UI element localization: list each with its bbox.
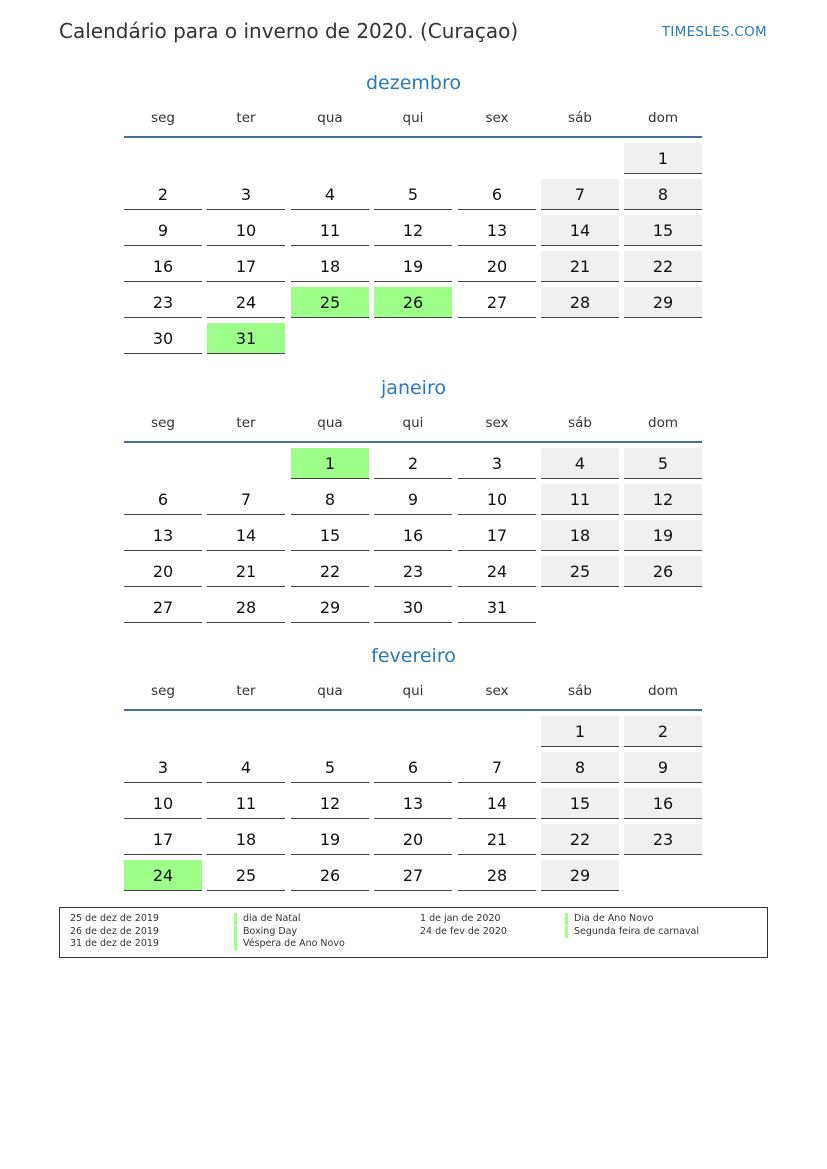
day-cell: 11: [207, 788, 285, 819]
month-title: dezembro: [366, 72, 461, 94]
day-cell: 29: [541, 860, 619, 891]
weekday-header: sáb: [568, 683, 592, 699]
day-cell: 2: [124, 179, 202, 210]
day-cell: 5: [374, 179, 452, 210]
day-cell: 9: [624, 752, 702, 783]
day-cell: 4: [541, 448, 619, 479]
day-cell: 5: [624, 448, 702, 479]
day-cell: 21: [207, 556, 285, 587]
day-cell: 27: [458, 287, 536, 318]
header-rule: [124, 136, 702, 138]
day-cell: 18: [541, 520, 619, 551]
day-cell: 29: [291, 592, 369, 623]
day-cell: 17: [458, 520, 536, 551]
day-cell: 23: [124, 287, 202, 318]
day-cell: 13: [458, 215, 536, 246]
day-cell: 26: [291, 860, 369, 891]
day-cell: 24: [124, 860, 202, 891]
day-cell: 12: [624, 484, 702, 515]
legend-date: 25 de dez de 2019: [70, 913, 159, 924]
weekday-header: seg: [151, 110, 175, 126]
day-cell: 3: [458, 448, 536, 479]
day-cell: 21: [541, 251, 619, 282]
weekday-header: qua: [317, 110, 343, 126]
day-cell: 20: [374, 824, 452, 855]
day-cell: 16: [124, 251, 202, 282]
day-cell: 14: [541, 215, 619, 246]
day-cell: 28: [541, 287, 619, 318]
day-cell: 21: [458, 824, 536, 855]
holiday-legend: [59, 907, 768, 958]
weekday-header: seg: [151, 683, 175, 699]
month-title: janeiro: [381, 377, 446, 399]
day-cell: 16: [624, 788, 702, 819]
header-rule: [124, 441, 702, 443]
day-cell: 25: [207, 860, 285, 891]
day-cell: 12: [374, 215, 452, 246]
day-cell: 7: [458, 752, 536, 783]
legend-holiday-name: Segunda feira de carnaval: [565, 926, 699, 938]
day-cell: 2: [374, 448, 452, 479]
weekday-header: qui: [402, 683, 424, 699]
month-title: fevereiro: [371, 645, 456, 667]
day-cell: 10: [124, 788, 202, 819]
day-cell: 19: [374, 251, 452, 282]
day-cell: 22: [291, 556, 369, 587]
day-cell: 6: [124, 484, 202, 515]
day-cell: 20: [124, 556, 202, 587]
weekday-header: qua: [317, 415, 343, 431]
day-cell: 19: [624, 520, 702, 551]
day-cell: 24: [458, 556, 536, 587]
weekday-header: dom: [648, 683, 678, 699]
day-cell: 1: [624, 143, 702, 174]
day-cell: 12: [291, 788, 369, 819]
day-cell: 6: [374, 752, 452, 783]
legend-holiday-name: Boxing Day: [234, 926, 297, 938]
day-cell: 13: [374, 788, 452, 819]
day-cell: 26: [374, 287, 452, 318]
day-cell: 27: [374, 860, 452, 891]
day-cell: 10: [207, 215, 285, 246]
day-cell: 16: [374, 520, 452, 551]
day-cell: 7: [541, 179, 619, 210]
day-cell: 18: [207, 824, 285, 855]
day-cell: 25: [541, 556, 619, 587]
day-cell: 18: [291, 251, 369, 282]
day-cell: 31: [458, 592, 536, 623]
day-cell: 19: [291, 824, 369, 855]
day-cell: 5: [291, 752, 369, 783]
day-cell: 4: [291, 179, 369, 210]
weekday-header: ter: [236, 110, 256, 126]
day-cell: 4: [207, 752, 285, 783]
day-cell: 24: [207, 287, 285, 318]
day-cell: 2: [624, 716, 702, 747]
day-cell: 25: [291, 287, 369, 318]
weekday-header: ter: [236, 683, 256, 699]
day-cell: 23: [624, 824, 702, 855]
day-cell: 9: [374, 484, 452, 515]
day-cell: 8: [624, 179, 702, 210]
day-cell: 3: [124, 752, 202, 783]
weekday-header: seg: [151, 415, 175, 431]
day-cell: 1: [541, 716, 619, 747]
weekday-header: sex: [485, 683, 509, 699]
day-cell: 31: [207, 323, 285, 354]
day-cell: 8: [541, 752, 619, 783]
legend-date: 31 de dez de 2019: [70, 938, 159, 949]
day-cell: 3: [207, 179, 285, 210]
page-title: Calendário para o inverno de 2020. (Curaçao): [59, 19, 519, 43]
weekday-header: qua: [317, 683, 343, 699]
day-cell: 14: [207, 520, 285, 551]
day-cell: 30: [124, 323, 202, 354]
day-cell: 20: [458, 251, 536, 282]
weekday-header: sex: [485, 110, 509, 126]
day-cell: 7: [207, 484, 285, 515]
day-cell: 23: [374, 556, 452, 587]
day-cell: 10: [458, 484, 536, 515]
legend-date: 26 de dez de 2019: [70, 925, 159, 937]
weekday-header: ter: [236, 415, 256, 431]
day-cell: 28: [207, 592, 285, 623]
day-cell: 26: [624, 556, 702, 587]
day-cell: 11: [541, 484, 619, 515]
day-cell: 6: [458, 179, 536, 210]
day-cell: 15: [624, 215, 702, 246]
day-cell: 13: [124, 520, 202, 551]
day-cell: 11: [291, 215, 369, 246]
day-cell: 22: [541, 824, 619, 855]
weekday-header: sáb: [568, 110, 592, 126]
legend-date: 1 de jan de 2020: [420, 913, 501, 924]
day-cell: 17: [207, 251, 285, 282]
legend-holiday-name: dia de Natal: [234, 913, 301, 925]
day-cell: 30: [374, 592, 452, 623]
day-cell: 22: [624, 251, 702, 282]
legend-date: 24 de fev de 2020: [420, 925, 507, 937]
header-rule: [124, 709, 702, 711]
day-cell: 14: [458, 788, 536, 819]
day-cell: 17: [124, 824, 202, 855]
weekday-header: qui: [402, 110, 424, 126]
weekday-header: dom: [648, 110, 678, 126]
day-cell: 15: [291, 520, 369, 551]
day-cell: 9: [124, 215, 202, 246]
weekday-header: qui: [402, 415, 424, 431]
day-cell: 15: [541, 788, 619, 819]
legend-holiday-name: Dia de Ano Novo: [565, 913, 653, 925]
day-cell: 27: [124, 592, 202, 623]
weekday-header: sáb: [568, 415, 592, 431]
site-logo-link[interactable]: TIMESLES.COM: [661, 24, 767, 40]
weekday-header: dom: [648, 415, 678, 431]
day-cell: 28: [458, 860, 536, 891]
day-cell: 1: [291, 448, 369, 479]
legend-holiday-name: Véspera de Ano Novo: [234, 938, 345, 950]
day-cell: 8: [291, 484, 369, 515]
day-cell: 29: [624, 287, 702, 318]
weekday-header: sex: [485, 415, 509, 431]
